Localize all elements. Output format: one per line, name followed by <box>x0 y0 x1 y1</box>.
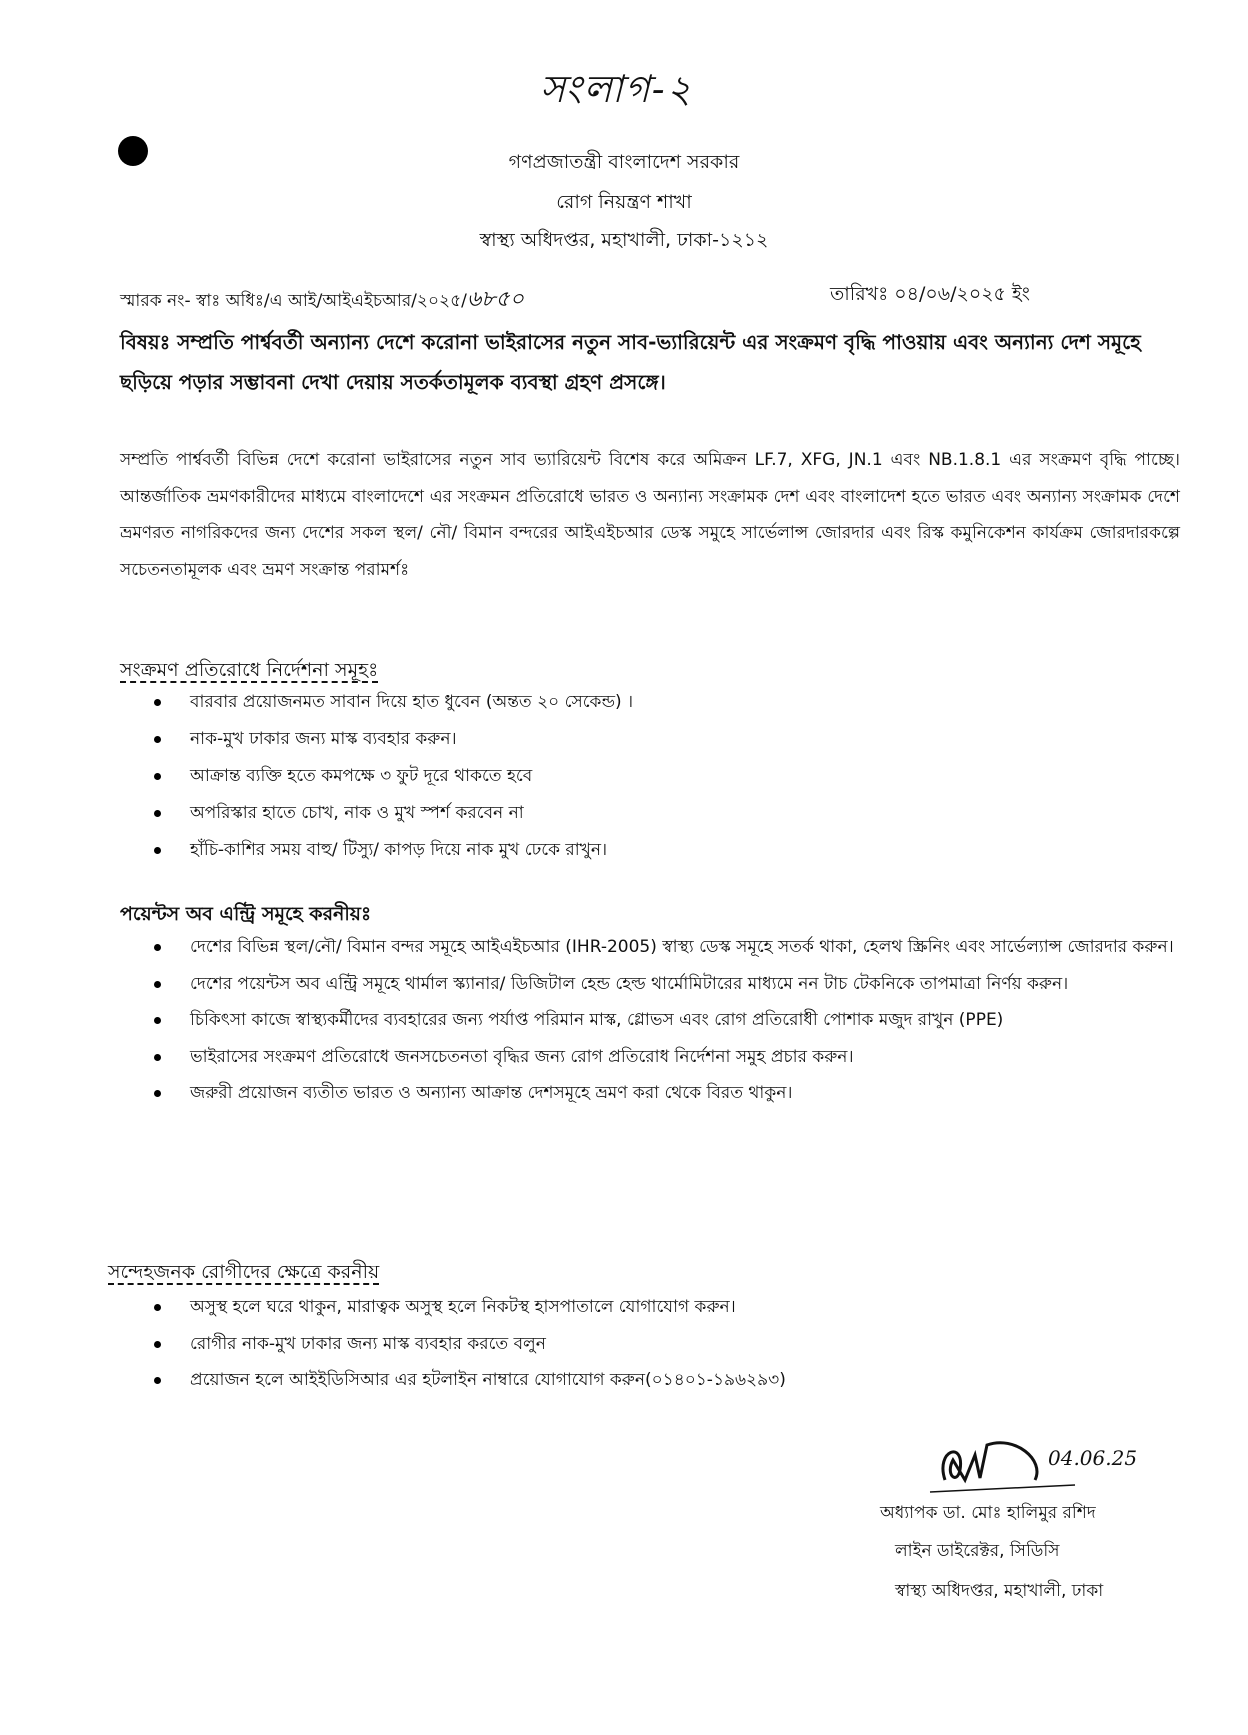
section-title-points-of-entry: পয়েন্টস অব এন্ট্রি সমূহে করনীয়ঃ <box>120 903 372 925</box>
list-item-text: প্রয়োজন হলে আইইডিসিআর এর হটলাইন নাম্বারে যোগাযোগ করুন(০১৪০১-১৯৬২৯৩) <box>190 1370 786 1390</box>
list-item-text: দেশের পয়েন্টস অব এন্ট্রি সমূহে থার্মাল স্ক্যানার/ ডিজিটাল হেন্ড হেল্ড থার্মোমিটারের মাধ্যমে নন টাচ টেকনিকে তাপমাত্রা নির্ণয় করুন। <box>190 973 1069 994</box>
memo-number <box>120 282 524 319</box>
bullet-icon <box>154 1341 161 1348</box>
list-item <box>150 684 1180 721</box>
list-item <box>150 1362 1180 1399</box>
points-of-entry-list <box>150 929 1180 1112</box>
annex-label: সংলাগ-২ <box>540 67 694 111</box>
bullet-icon <box>154 699 161 706</box>
list-item-text: চিকিৎসা কাজে স্বাস্থ্যকর্মীদের ব্যবহারের জন্য পর্যাপ্ত পরিমান মাস্ক, গ্লোভস এবং রোগ প্রতিরোধী পোশাক মজুদ রাখুন (PPE) <box>190 1010 1004 1030</box>
memo-prefix: স্মারক নং- স্বাঃ অধিঃ/এ আই/আইএইচআর/২০২৫/ <box>120 291 467 311</box>
list-item <box>150 721 1180 758</box>
bullet-icon <box>154 773 161 780</box>
list-item-text: জরুরী প্রয়োজন ব্যতীত ভারত ও অন্যান্য আক্রান্ত দেশসমূহে ভ্রমণ করা থেকে বিরত থাকুন। <box>190 1083 793 1103</box>
header-department: রোগ নিয়ন্ত্রণ শাখা <box>556 191 692 213</box>
list-item-text: অপরিস্কার হাতে চোখ, নাক ও মুখ স্পর্শ করবেন না <box>190 803 524 823</box>
signatory-title: লাইন ডাইরেক্টর, সিডিসি <box>895 1541 1060 1561</box>
list-item-text: আক্রান্ত ব্যক্তি হতে কমপক্ষে ৩ ফুট দূরে থাকতে হবে <box>190 766 533 786</box>
section-title-suspected-patients: সন্দেহজনক রোগীদের ক্ষেত্রে করনীয় <box>108 1261 380 1283</box>
suspected-patients-list <box>150 1289 1180 1399</box>
list-item <box>150 832 1180 869</box>
bullet-icon <box>154 847 161 854</box>
bullet-icon <box>154 981 161 988</box>
list-item <box>150 1002 1180 1039</box>
header-address: স্বাস্থ্য অধিদপ্তর, মহাখালী, ঢাকা-১২১২ <box>479 229 769 251</box>
bullet-icon <box>154 1054 161 1061</box>
list-item <box>150 1289 1180 1326</box>
list-item <box>150 1039 1180 1076</box>
bullet-icon <box>154 944 161 951</box>
section-title-prevention: সংক্রমণ প্রতিরোধে নির্দেশনা সমূহঃ <box>120 659 379 681</box>
subject-line: বিষয়ঃ সম্প্রতি পার্শ্ববর্তী অন্যান্য দেশে করোনা ভাইরাসের নতুন সাব-ভ্যারিয়েন্ট এর সংক্রমণ বৃদ্ধি পাওয়ায় এবং অন্যান্য দেশ সমূহে ছড়িয়ে পড়ার সম্ভাবনা দেখা দেয়ায় সতর্কতামূলক ব্যবস্থা গ্রহণ প্রসঙ্গে। <box>120 330 1141 394</box>
header-government: গণপ্রজাতন্ত্রী বাংলাদেশ সরকার <box>508 151 740 173</box>
signatory-name: অধ্যাপক ডা. মোঃ হালিমুর রশিদ <box>880 1503 1096 1523</box>
list-item <box>150 966 1180 1003</box>
list-item-text: রোগীর নাক-মুখ ঢাকার জন্য মাস্ক ব্যবহার করতে বলুন <box>190 1333 546 1354</box>
list-item-text: বারবার প্রয়োজনমত সাবান দিয়ে হাত ধুবেন (অন্তত ২০ সেকেন্ড) । <box>190 692 634 712</box>
bullet-icon <box>154 1377 161 1384</box>
list-item <box>150 758 1180 795</box>
memo-handwritten-number: ৬৮৫০ <box>466 287 524 312</box>
list-item-text: নাক-মুখ ঢাকার জন্য মাস্ক ব্যবহার করুন। <box>190 729 457 749</box>
bullet-icon <box>154 736 161 743</box>
bullet-icon <box>154 1304 161 1311</box>
signature-date: 04.06.25 <box>1048 1446 1138 1470</box>
intro-paragraph: সম্প্রতি পার্শ্ববর্তী বিভিন্ন দেশে করোনা ভাইরাসের নতুন সাব ভ্যারিয়েন্ট বিশেষ করে অমিক্রন LF.7, XFG, JN.1 এবং NB.1.8.1 এর সংক্রমণ বৃদ্ধি পাচ্ছে। আন্তর্জাতিক ভ্রমণকারীদের মাধ্যমে বাংলাদেশে এর সংক্রমন প্রতিরোধে ভারত ও অন্যান্য সংক্রামক দেশ এবং বাংলাদেশ হতে ভারত এবং অন্যান্য সংক্রামক দেশে ভ্রমণরত নাগরিকদের জন্য দেশের সকল স্থল/ নৌ/ বিমান বন্দরের আইএইচআর ডেস্ক সমুহে সার্ভেলান্স জোরদার এবং রিস্ক কমুনিকেশন কার্যক্রম জোরদারকল্পে সচেতনতামূলক এবং ভ্রমণ সংক্রান্ত পরামর্শঃ <box>120 450 1180 580</box>
bullet-icon <box>154 1017 161 1024</box>
list-item-text: অসুস্থ হলে ঘরে থাকুন, মারাত্বক অসুস্থ হলে নিকটস্থ হাসপাতালে যোগাযোগ করুন। <box>190 1297 736 1317</box>
list-item-text: দেশের বিভিন্ন স্থল/নৌ/ বিমান বন্দর সমূহে আইএইচআর (IHR-2005) স্বাস্থ্য ডেস্ক সমূহে সতর্ক থাকা, হেলথ স্ক্রিনিং এবং সার্ভেল্যান্স জোরদার করুন। <box>190 937 1174 957</box>
memo-date: তারিখঃ ০৪/০৬/২০২৫ ইং <box>830 283 1030 305</box>
list-item <box>150 795 1180 832</box>
list-item <box>150 1326 1180 1363</box>
list-item-text: হাঁচি-কাশির সময় বাহু/ টিস্যু/ কাপড় দিয়ে নাক মুখ ঢেকে রাখুন। <box>190 840 608 860</box>
signatory-organization: স্বাস্থ্য অধিদপ্তর, মহাখালী, ঢাকা <box>895 1581 1104 1601</box>
prevention-list <box>150 684 1180 869</box>
list-item <box>150 1075 1180 1112</box>
list-item-text: ভাইরাসের সংক্রমণ প্রতিরোধে জনসচেতনতা বৃদ্ধির জন্য রোগ প্রতিরোধ নির্দেশনা সমুহ প্রচার করুন। <box>190 1046 854 1067</box>
bullet-icon <box>154 810 161 817</box>
list-item <box>150 929 1180 966</box>
bullet-icon <box>154 1090 161 1097</box>
